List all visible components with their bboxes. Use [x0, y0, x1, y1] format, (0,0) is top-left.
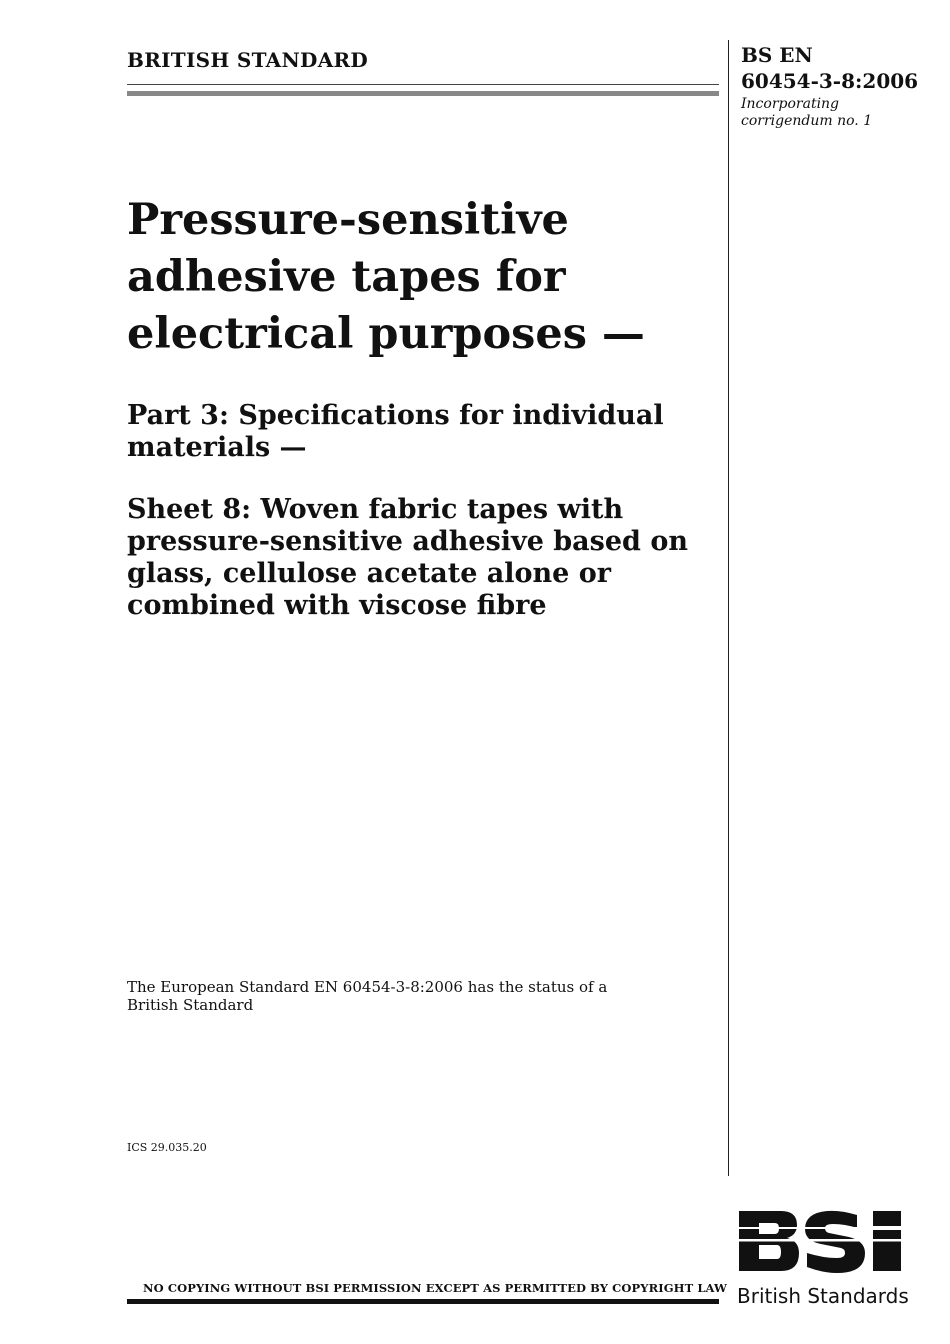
bsi-logo-letter-s	[805, 1211, 865, 1273]
header-rule-thin	[127, 84, 719, 85]
main-title	[127, 192, 717, 363]
ics-code: ICS 29.035.20	[127, 1141, 207, 1154]
corrigendum-note-line1: Incorporating	[741, 96, 840, 112]
bsi-logo-stripe-2	[737, 1227, 905, 1229]
standard-number-line2: 60454-3-8:2006	[741, 69, 919, 93]
corrigendum-note-line2: corrigendum no. 1	[741, 113, 873, 129]
copyright-notice: NO COPYING WITHOUT BSI PERMISSION EXCEPT AS PERMITTED BY COPYRIGHT LAW	[143, 1281, 728, 1295]
status-statement-line1: The European Standard EN 60454-3-8:2006 has the status of a	[127, 978, 608, 996]
main-title-line1: Pressure-sensitive	[127, 195, 569, 245]
part-subtitle-line2: materials —	[127, 432, 307, 463]
status-statement	[127, 978, 627, 1014]
standard-number-line1: BS EN	[741, 43, 813, 67]
bsi-logo-dot	[873, 1211, 901, 1226]
main-title-line3: electrical purposes —	[127, 309, 645, 359]
part-subtitle	[127, 400, 717, 464]
column-divider	[728, 40, 729, 1176]
main-title-line2: adhesive tapes for	[127, 252, 566, 302]
part-subtitle-line1: Part 3: Specifications for individual	[127, 400, 664, 431]
header-rule-thick	[127, 91, 719, 96]
corrigendum-note	[741, 96, 872, 130]
sheet-subtitle-line1: Sheet 8: Woven fabric tapes with	[127, 494, 624, 525]
document-type-label: BRITISH STANDARD	[127, 48, 369, 72]
sheet-subtitle-line4: combined with viscose fibre	[127, 590, 547, 621]
sheet-subtitle	[127, 494, 717, 622]
footer-rule	[127, 1299, 719, 1304]
bsi-logo-caption: British Standards	[737, 1284, 909, 1308]
bsi-logo-stem	[873, 1230, 901, 1271]
status-statement-line2: British Standard	[127, 996, 254, 1014]
standard-number	[741, 42, 918, 94]
sheet-subtitle-line3: glass, cellulose acetate alone or	[127, 558, 611, 589]
bsi-logo-stripe-1	[737, 1239, 905, 1242]
sheet-subtitle-line2: pressure-sensitive adhesive based on	[127, 526, 688, 557]
